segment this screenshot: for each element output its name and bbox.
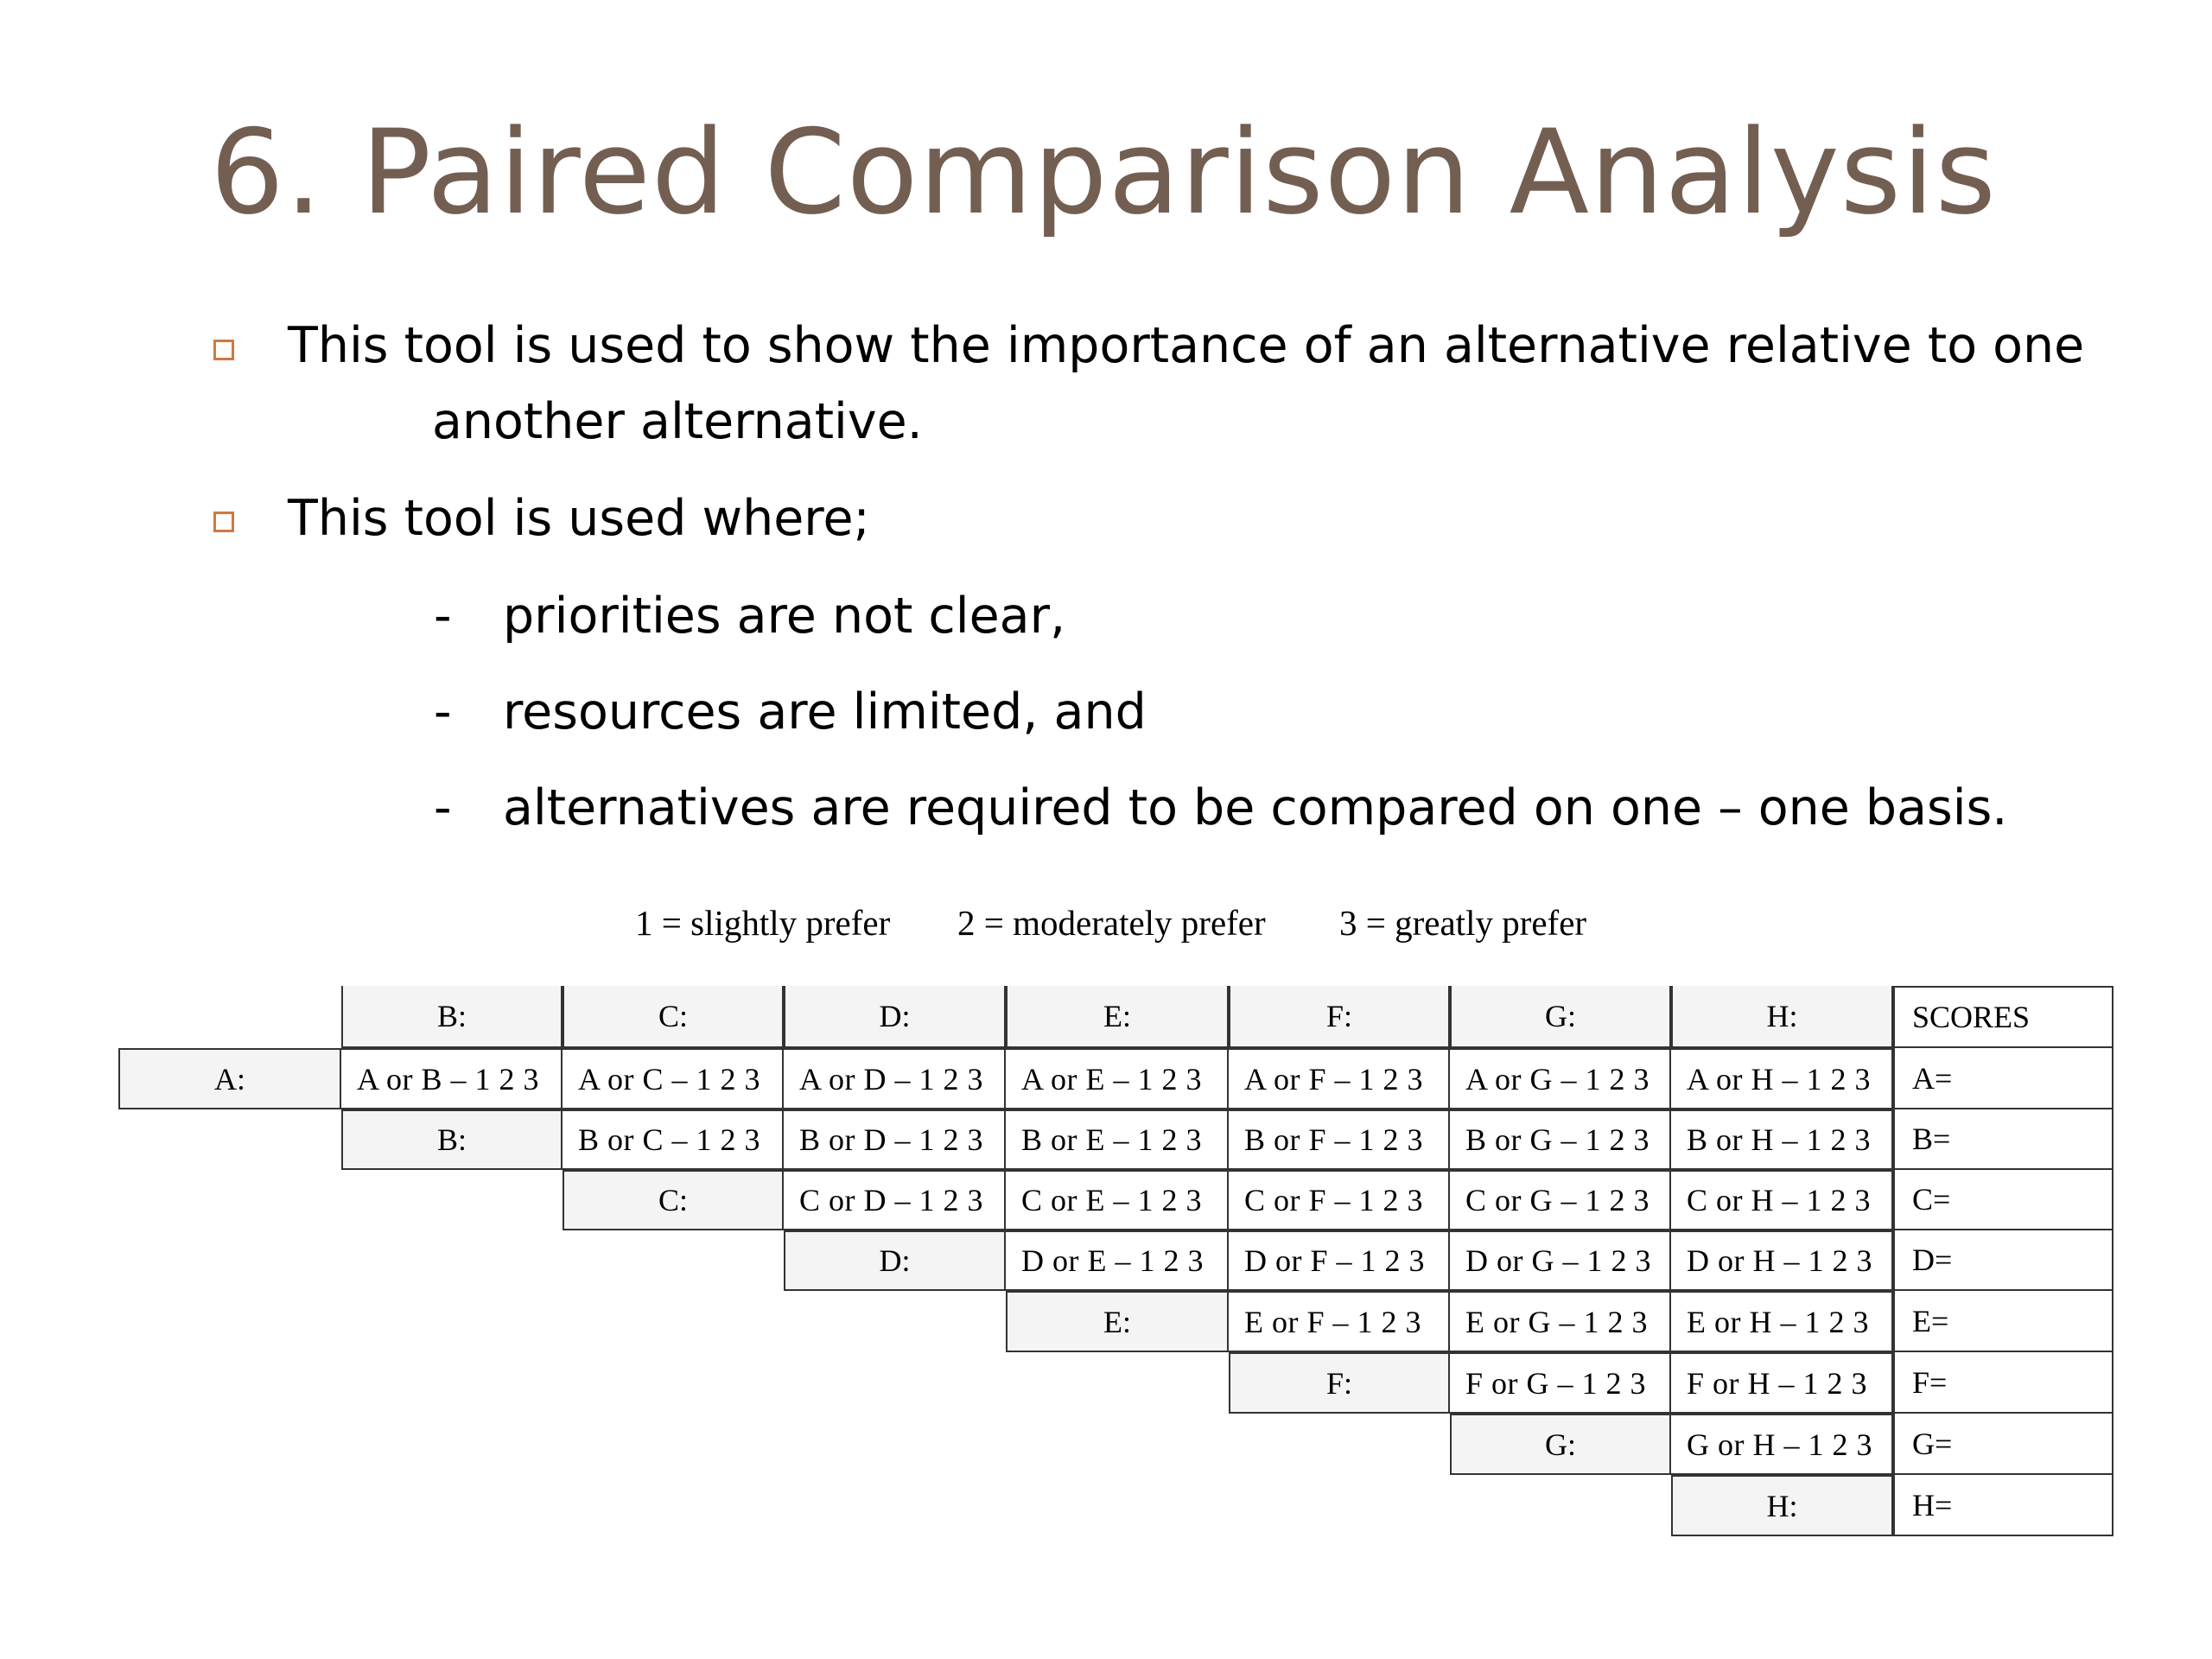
row-header-g: G: <box>1450 1414 1671 1475</box>
pair-cell-e-f: E or F – 1 2 3 <box>1229 1291 1450 1352</box>
row-header-d: D: <box>784 1230 1006 1291</box>
pair-cell-a-h: A or H – 1 2 3 <box>1671 1048 1893 1109</box>
score-cell-c: C= <box>1893 1170 2113 1230</box>
pair-cell-f-h: F or H – 1 2 3 <box>1671 1352 1893 1414</box>
bullet-1-line-1: This tool is used to show the importance of an alternative relative to one <box>288 317 2085 374</box>
pair-cell-c-e: C or E – 1 2 3 <box>1006 1170 1229 1230</box>
pair-cell-d-h: D or H – 1 2 3 <box>1671 1230 1893 1291</box>
pair-cell-d-e: D or E – 1 2 3 <box>1006 1230 1229 1291</box>
column-header-h: H: <box>1671 986 1893 1048</box>
pair-cell-b-f: B or F – 1 2 3 <box>1229 1109 1450 1170</box>
score-cell-f: F= <box>1893 1352 2113 1414</box>
column-header-scores: SCORES <box>1893 986 2113 1048</box>
pair-cell-b-c: B or C – 1 2 3 <box>563 1109 784 1170</box>
row-header-h: H: <box>1671 1475 1893 1536</box>
score-cell-b: B= <box>1893 1109 2113 1170</box>
score-cell-g: G= <box>1893 1414 2113 1475</box>
row-header-e: E: <box>1006 1291 1229 1352</box>
row-header-c: C: <box>563 1170 784 1230</box>
legend-item-3: 3 = greatly prefer <box>1339 903 1587 943</box>
sub-item-2: resources are limited, and <box>503 683 1147 741</box>
pair-cell-c-d: C or D – 1 2 3 <box>784 1170 1006 1230</box>
pair-cell-b-g: B or G – 1 2 3 <box>1450 1109 1671 1170</box>
pair-cell-c-g: C or G – 1 2 3 <box>1450 1170 1671 1230</box>
score-cell-h: H= <box>1893 1475 2113 1536</box>
dash-marker: - <box>434 779 452 836</box>
column-header-d: D: <box>784 986 1006 1048</box>
column-header-f: F: <box>1229 986 1450 1048</box>
legend-item-2: 2 = moderately prefer <box>957 903 1266 943</box>
pair-cell-d-f: D or F – 1 2 3 <box>1229 1230 1450 1291</box>
pair-cell-b-e: B or E – 1 2 3 <box>1006 1109 1229 1170</box>
column-header-c: C: <box>563 986 784 1048</box>
pair-cell-c-h: C or H – 1 2 3 <box>1671 1170 1893 1230</box>
score-cell-d: D= <box>1893 1230 2113 1291</box>
row-header-a: A: <box>118 1048 341 1109</box>
pair-cell-b-h: B or H – 1 2 3 <box>1671 1109 1893 1170</box>
column-header-b: B: <box>341 986 563 1048</box>
pair-cell-a-g: A or G – 1 2 3 <box>1450 1048 1671 1109</box>
square-bullet-icon <box>213 340 234 360</box>
pair-cell-a-d: A or D – 1 2 3 <box>784 1048 1006 1109</box>
score-cell-e: E= <box>1893 1291 2113 1352</box>
pair-cell-a-e: A or E – 1 2 3 <box>1006 1048 1229 1109</box>
score-cell-a: A= <box>1893 1048 2113 1109</box>
square-bullet-icon <box>213 512 234 532</box>
slide-title: 6. Paired Comparison Analysis <box>210 105 1997 240</box>
pair-cell-c-f: C or F – 1 2 3 <box>1229 1170 1450 1230</box>
bullet-2-text: This tool is used where; <box>288 490 870 547</box>
pair-cell-e-h: E or H – 1 2 3 <box>1671 1291 1893 1352</box>
pair-cell-a-c: A or C – 1 2 3 <box>563 1048 784 1109</box>
pair-cell-d-g: D or G – 1 2 3 <box>1450 1230 1671 1291</box>
row-header-f: F: <box>1229 1352 1450 1414</box>
pair-cell-f-g: F or G – 1 2 3 <box>1450 1352 1671 1414</box>
pair-cell-e-g: E or G – 1 2 3 <box>1450 1291 1671 1352</box>
sub-item-1: priorities are not clear, <box>503 588 1066 645</box>
column-header-e: E: <box>1006 986 1229 1048</box>
pair-cell-b-d: B or D – 1 2 3 <box>784 1109 1006 1170</box>
column-header-g: G: <box>1450 986 1671 1048</box>
legend-item-1: 1 = slightly prefer <box>635 903 891 943</box>
bullet-1-line-2: another alternative. <box>432 393 923 450</box>
dash-marker: - <box>434 588 452 645</box>
pair-cell-a-f: A or F – 1 2 3 <box>1229 1048 1450 1109</box>
dash-marker: - <box>434 683 452 741</box>
pair-cell-g-h: G or H – 1 2 3 <box>1671 1414 1893 1475</box>
row-header-b: B: <box>341 1109 563 1170</box>
pair-cell-a-b: A or B – 1 2 3 <box>341 1048 563 1109</box>
sub-item-3: alternatives are required to be compared on one – one basis. <box>503 779 2008 836</box>
